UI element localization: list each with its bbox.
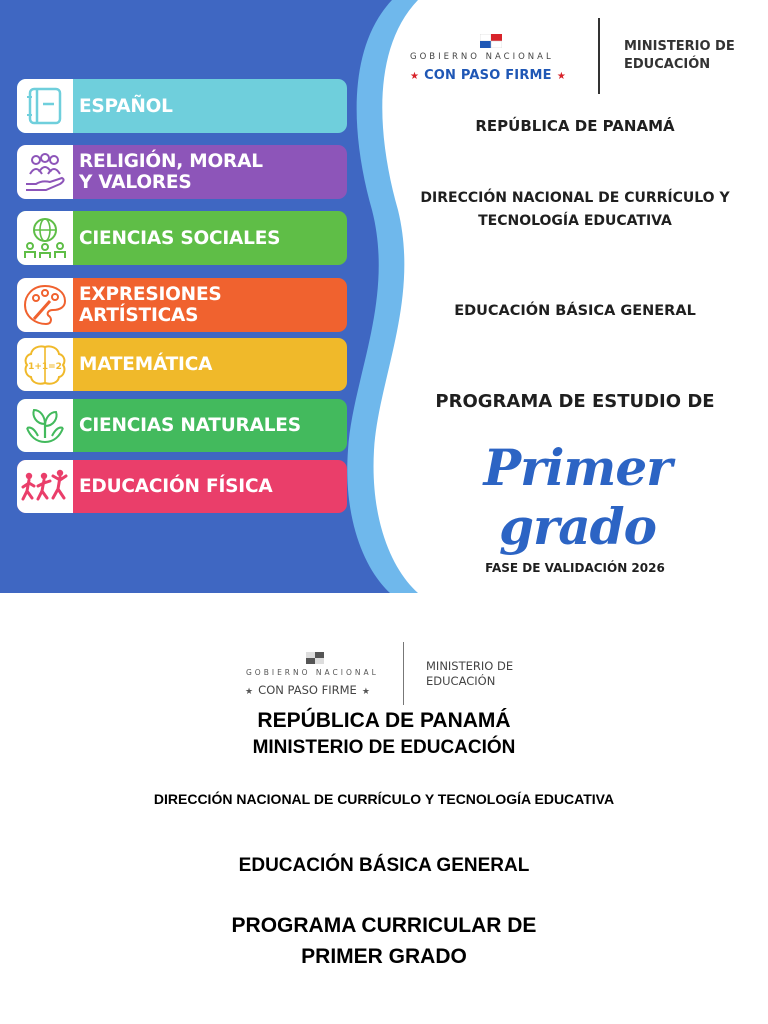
brain-math-icon: [17, 338, 73, 391]
panama-flag-icon: [306, 652, 324, 664]
second-republica: REPÚBLICA DE PANAMÁ: [257, 709, 511, 732]
palette-brush-icon: [17, 278, 73, 332]
second-direccion: DIRECCIÓN NACIONAL DE CURRÍCULO Y TECNOLOGÍA EDUCATIVA: [153, 791, 615, 807]
athletes-icon: [17, 460, 73, 513]
globe-people-icon: [17, 211, 73, 265]
second-programa-line2: PRIMER GRADO: [301, 945, 467, 968]
logo-divider: [403, 642, 404, 705]
second-gobierno-logo: [240, 652, 400, 702]
cover-fase: FASE DE VALIDACIÓN 2026: [485, 561, 665, 575]
plant-hand-icon: [17, 399, 73, 452]
cover-direccion: [400, 187, 750, 233]
ministerio-logo: [624, 38, 735, 74]
subject-educacion-fisica: [17, 460, 347, 513]
second-educacion: EDUCACIÓN BÁSICA GENERAL: [238, 855, 530, 876]
svg-text:1+1=2: 1+1=2: [28, 361, 62, 372]
ministerio-line2: EDUCACIÓN: [624, 57, 711, 72]
cover-programa: PROGRAMA DE ESTUDIO DE: [435, 391, 715, 412]
cover-direccion-line1: DIRECCIÓN NACIONAL DE CURRÍCULO Y: [420, 190, 730, 206]
con-paso-firme-line: [245, 679, 370, 698]
star-icon: ★: [410, 71, 419, 82]
star-icon: ★: [245, 687, 254, 697]
subject-label: RELIGIÓN, MORAL Y VALORES: [79, 151, 263, 193]
people-hand-icon: [17, 145, 73, 199]
subject-religion: [17, 145, 347, 199]
second-programa: [0, 910, 768, 972]
second-ministerio-logo: [426, 659, 513, 689]
subject-label: ESPAÑOL: [79, 95, 173, 117]
subject-label: CIENCIAS NATURALES: [79, 415, 301, 436]
subject-ciencias-naturales: [17, 399, 347, 452]
con-paso-firme-line: [410, 64, 566, 83]
cover-direccion-line2: TECNOLOGÍA EDUCATIVA: [478, 213, 672, 229]
subject-ciencias-sociales: [17, 211, 347, 265]
star-icon: ★: [361, 687, 370, 697]
second-ministerio: MINISTERIO DE EDUCACIÓN: [252, 737, 516, 758]
cover-republica: REPÚBLICA DE PANAMÁ: [475, 117, 675, 135]
con-paso-firme-text: CON PASO FIRME: [424, 68, 552, 83]
ministerio-line2: EDUCACIÓN: [426, 674, 496, 688]
subject-expresiones-artisticas: [17, 278, 347, 332]
gobierno-nacional-text: GOBIERNO NACIONAL: [410, 52, 554, 62]
second-programa-line1: PROGRAMA CURRICULAR DE: [231, 914, 537, 937]
ministerio-line1: MINISTERIO DE: [624, 39, 735, 54]
subject-matematica: [17, 338, 347, 391]
book-icon: [17, 79, 73, 133]
subject-label: EXPRESIONES ARTÍSTICAS: [79, 284, 222, 326]
subject-label: EDUCACIÓN FÍSICA: [79, 476, 273, 497]
cover-primer-grado: Primer grado: [483, 438, 672, 556]
panama-flag-icon: [480, 34, 502, 48]
subject-label: CIENCIAS SOCIALES: [79, 227, 281, 249]
subject-espanol: [17, 79, 347, 133]
star-icon: ★: [556, 71, 566, 82]
gobierno-nacional-text: GOBIERNO NACIONAL: [246, 668, 379, 677]
con-paso-firme-text: CON PASO FIRME: [258, 683, 357, 697]
ministerio-line1: MINISTERIO DE: [426, 659, 514, 673]
logo-divider: [598, 18, 600, 94]
cover-educacion: EDUCACIÓN BÁSICA GENERAL: [454, 303, 696, 319]
subject-label: MATEMÁTICA: [79, 354, 213, 375]
